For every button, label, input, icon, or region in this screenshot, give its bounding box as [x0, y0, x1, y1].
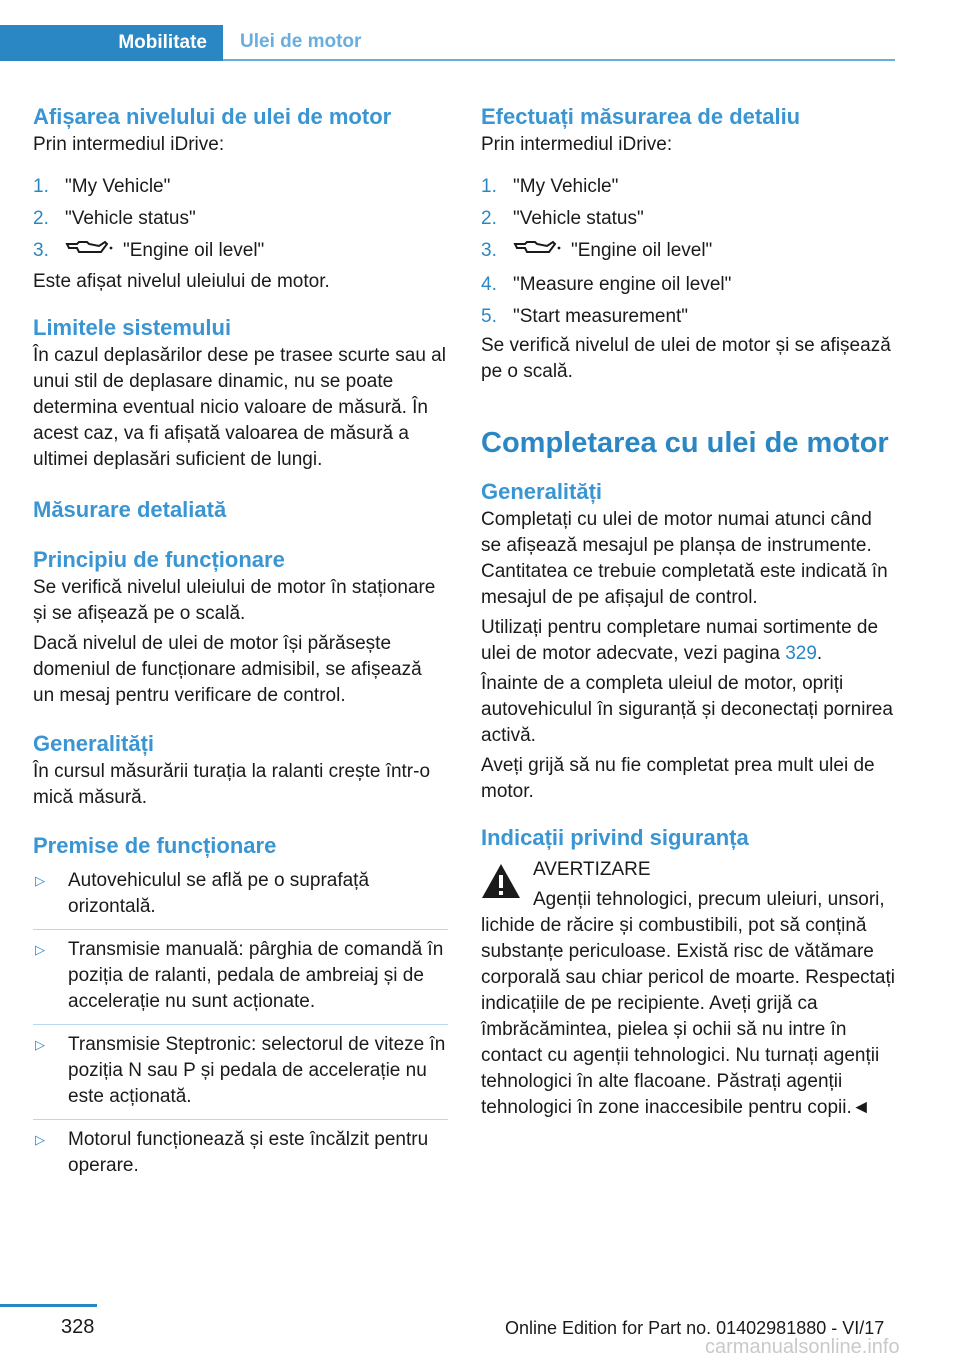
left-column: [33, 102, 448, 1188]
premises-list: [33, 861, 448, 1188]
limits-text: În cazul deplasărilor dese pe trasee scurte sau al unui stil de deplasare dinamic, nu se poate determina eventual nicio valoare de măsură. În acest caz, va fi afișată valoarea de măsură a ultimei deplasări suficient de lungi.: [33, 345, 446, 470]
oil-level-shown: Este afișat nivelul uleiului de motor.: [33, 271, 330, 292]
heading-premises: Premise de funcționare: [33, 833, 277, 858]
tab-ulei-de-motor[interactable]: Ulei de motor: [223, 25, 895, 61]
fill-text-3: Înainte de a completa uleiul de motor, opriți autovehiculul în siguranță și deconectați pornirea activă.: [481, 673, 893, 746]
principle-text-2: Dacă nivelul de ulei de motor își părăsește domeniul de funcționare admisibil, se afișează un mesaj pentru verificare de control.: [33, 633, 422, 706]
warning-box: [481, 857, 896, 1121]
steps-list: [33, 174, 448, 266]
list-item: ▷ Motorul funcționează și este încălzit pentru operare.: [33, 1119, 448, 1188]
bullet-triangle-icon: ▷: [35, 942, 45, 957]
list-item: 1. "My Vehicle": [481, 176, 619, 197]
list-item: 1. "My Vehicle": [33, 176, 171, 197]
list-item: 2. "Vehicle status": [33, 208, 196, 229]
heading-functional-principle: Principiu de funcționare: [33, 547, 285, 572]
right-column: [481, 102, 896, 1121]
bullet-triangle-icon: ▷: [35, 873, 45, 888]
list-item: ▷ Transmisie Steptronic: selectorul de viteze în poziția N sau P și pedala de accelerație nu este acționată.: [33, 1024, 448, 1119]
bullet-triangle-icon: ▷: [35, 1037, 45, 1052]
steps-list: [481, 174, 896, 330]
list-item: ▷ Autovehiculul se află pe o suprafață orizontală.: [33, 861, 448, 929]
list-item: 2. "Vehicle status": [481, 208, 644, 229]
list-item: 3. "Engine oil level": [481, 238, 896, 266]
warning-title: AVERTIZARE: [533, 859, 651, 880]
oil-can-icon: [65, 238, 113, 266]
fill-text-1: Completați cu ulei de motor numai atunci când se afișează mesajul pe planșa de instrumente. Cantitatea ce trebuie completată este indicată în mesajul de pe afișajul de control.: [481, 509, 888, 608]
header-tabs: [0, 25, 895, 61]
page-number-rule: [0, 1304, 97, 1307]
principle-text-1: Se verifică nivelul uleiului de motor în staționare și se afișează pe o scală.: [33, 577, 436, 624]
list-item: 5. "Start measurement": [481, 306, 689, 327]
list-item: 4. "Measure engine oil level": [481, 274, 732, 295]
heading-safety: Indicații privind siguranța: [481, 825, 749, 850]
fill-text-4: Aveți grijă să nu fie completat prea mult ulei de motor.: [481, 755, 875, 802]
edition-note: Online Edition for Part no. 01402981880 - VI/17: [505, 1318, 885, 1338]
heading-general: Generalități: [481, 479, 603, 504]
oil-level-checked: Se verifică nivelul de ulei de motor și se afișează pe o scală.: [481, 335, 891, 382]
page-number: 328: [61, 1316, 95, 1338]
heading-general: Generalități: [33, 731, 155, 756]
list-item: 3. "Engine oil level": [33, 238, 448, 266]
fill-text-2: Utilizați pentru completare numai sortimente de ulei de motor adecvate, vezi pagina 329.: [481, 617, 879, 664]
bullet-triangle-icon: ▷: [35, 1132, 45, 1147]
heading-oil-filling: Completarea cu ulei de motor: [481, 427, 889, 459]
heading-system-limits: Limitele sistemului: [33, 315, 232, 340]
heading-detailed-measurement: Măsurare detaliată: [33, 497, 227, 522]
idrive-intro: Prin intermediul iDrive:: [33, 134, 225, 155]
tab-mobilitate[interactable]: Mobilitate: [0, 25, 223, 61]
general-text: În cursul măsurării turația la ralanti crește într-o mică măsură.: [33, 761, 431, 808]
heading-detailed-measure: Efectuați măsurarea de detaliu: [481, 104, 801, 129]
heading-display-oil-level: Afișarea nivelului de ulei de motor: [33, 104, 392, 129]
page-link[interactable]: 329: [785, 643, 817, 664]
warning-text: Agenții tehnologici, precum uleiuri, unsori, lichide de răcire și combustibili, pot să conțină substanțe periculoase. Există risc de vătămare corporală sau chiar pericol de moarte. Respectați indicațiile de pe recipiente. Aveți grijă ca îmbrăcămintea, pielea și ochii să nu intre în contact cu agenții tehnologici. Nu turnați agenții tehnologici în alte flacoane. Păstrați agenții tehnologici în zone inaccesibile pentru copii.◄: [481, 889, 895, 1118]
oil-can-icon: [513, 238, 561, 266]
list-item: ▷ Transmisie manuală: pârghia de comandă în poziția de ralanti, pedala de ambreiaj și de accelerație nu sunt acționate.: [33, 929, 448, 1024]
idrive-intro: Prin intermediul iDrive:: [481, 134, 673, 155]
watermark: carmanualsonline.info: [705, 1336, 900, 1358]
warning-triangle-icon: [481, 863, 521, 904]
